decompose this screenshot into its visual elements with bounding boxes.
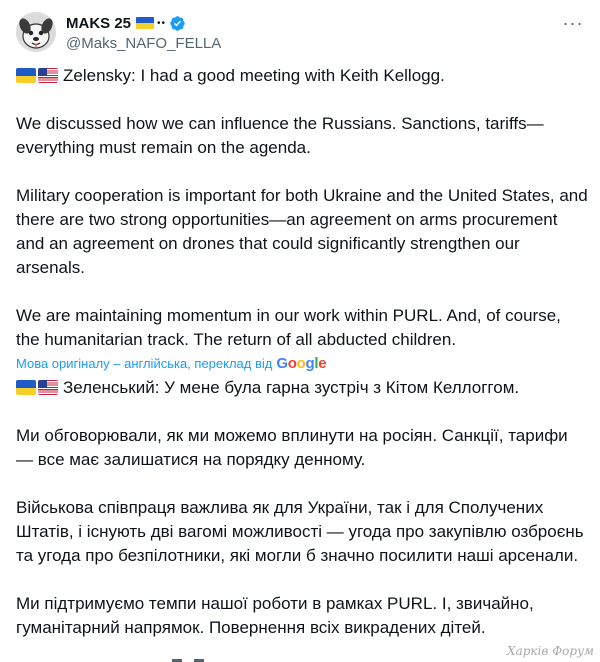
flag-pair	[16, 68, 58, 83]
flag-pair	[16, 380, 58, 395]
google-logo: Google	[276, 355, 327, 372]
tweet-line-1-uk	[16, 376, 588, 400]
more-options-icon[interactable]: ···	[562, 13, 584, 33]
truncated-icons	[170, 656, 210, 662]
tweet-text: Zelensky: I had a good meeting with Keith Kellogg.	[63, 66, 445, 85]
translation-label[interactable]: Мова оригіналу – англійська, переклад від	[16, 356, 273, 371]
tweet-line-1-en	[16, 64, 588, 88]
translation-attribution[interactable]	[16, 354, 588, 374]
verified-badge-icon	[169, 15, 186, 32]
tweet-paragraph-3-uk: Військова співпраця важлива як для України, так і для Сполучених Штатів, і існують дві вагомі можливості — угода про закупівлю озброєнь та угода про безпілотники, які могли б значно посилити наші арсенали.	[16, 498, 584, 565]
avatar[interactable]	[16, 12, 56, 52]
ukraine-flag-icon	[136, 17, 154, 29]
us-flag-icon	[38, 68, 58, 83]
user-handle[interactable]: @Maks_NAFO_FELLA	[66, 35, 222, 52]
ukraine-flag-icon	[16, 380, 36, 395]
display-name[interactable]: MAKS 25	[66, 14, 132, 32]
tweet-paragraph-4-en: We are maintaining momentum in our work within PURL. And, of course, the humanitarian track. The return of all abducted children.	[16, 306, 561, 349]
us-flag-icon	[38, 380, 58, 395]
tweet-paragraph-4-uk: Ми підтримуємо темпи нашої роботи в рамках PURL. І, звичайно, гуманітарний напрямок. Повернення всіх викрадених дітей.	[16, 594, 534, 637]
ukraine-flag-icon	[16, 68, 36, 83]
tweet-header	[16, 12, 584, 56]
eyes-emoji: ••	[157, 17, 167, 29]
watermark: Харків Форум	[507, 644, 594, 658]
tweet-paragraph-2-en: We discussed how we can influence the Russians. Sanctions, tariffs—everything must remain on the agenda.	[16, 114, 544, 157]
tweet-paragraph-3-en: Military cooperation is important for both Ukraine and the United States, and there are two strong opportunities—an agreement on arms procurement and an agreement on drones that could significantly strengthen our arsenals.	[16, 186, 588, 277]
tweet-body	[16, 64, 588, 640]
tweet-text: Зеленський: У мене була гарна зустріч з Кітом Келлоггом.	[63, 378, 520, 397]
tweet-paragraph-2-uk: Ми обговорювали, як ми можемо вплинути на росіян. Санкції, тарифи — все має залишатися на порядку денному.	[16, 426, 568, 469]
dog-avatar-icon	[16, 12, 56, 52]
